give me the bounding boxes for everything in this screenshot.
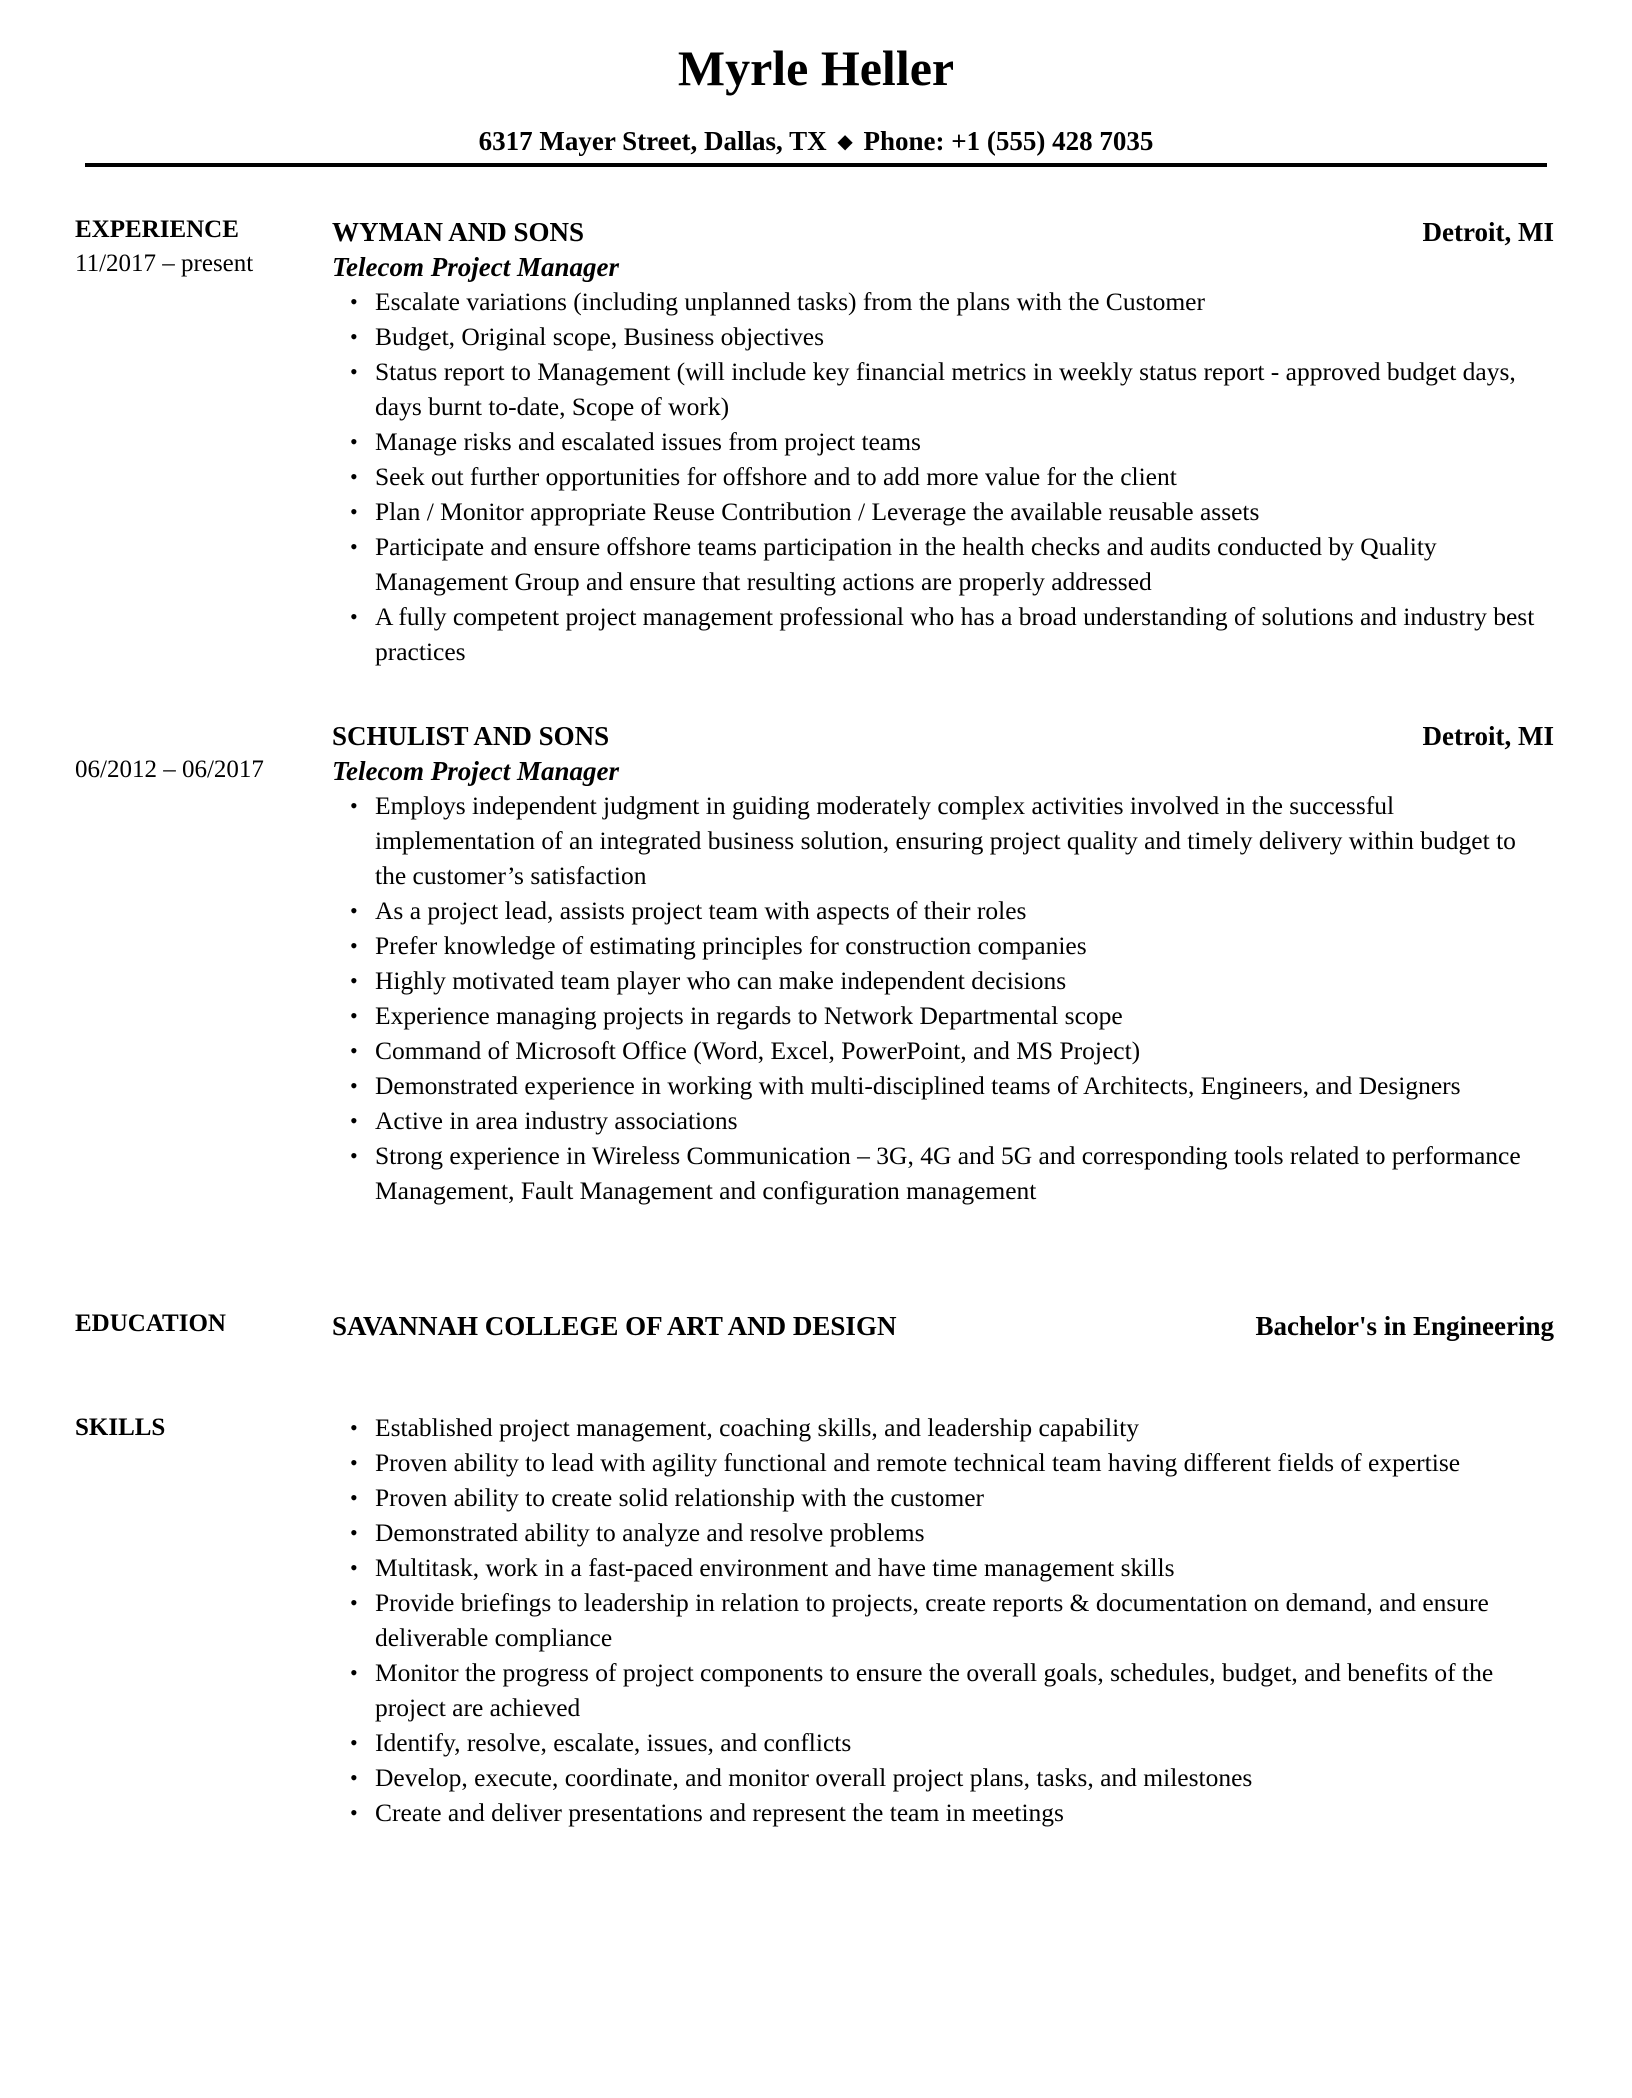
job-dates: 06/2012 – 06/2017 [75, 756, 264, 783]
list-item: • Proven ability to lead with agility functional and remote technical team having different fields of expertise [375, 1445, 1554, 1480]
skills-list [332, 1410, 1554, 1830]
school-name: SAVANNAH COLLEGE OF ART AND DESIGN [332, 1311, 897, 1341]
list-item: • Demonstrated ability to analyze and resolve problems [375, 1515, 1554, 1550]
skills-list-container [332, 1410, 1554, 1830]
job-entry [332, 214, 1554, 669]
job-title: Telecom Project Manager [332, 756, 619, 786]
list-item: • Experience managing projects in regards to Network Departmental scope [375, 998, 1554, 1033]
list-item: • Strong experience in Wireless Communication – 3G, 4G and 5G and corresponding tools related to performance Management, Fault Management and configuration management [375, 1138, 1554, 1208]
list-item: • Monitor the progress of project components to ensure the overall goals, schedules, budget, and benefits of the project are achieved [375, 1655, 1554, 1725]
job-location: Detroit, MI [1422, 217, 1554, 247]
section-label-education: EDUCATION [75, 1310, 226, 1337]
candidate-name: Myrle Heller [677, 40, 955, 96]
job-dates: 11/2017 – present [75, 250, 254, 277]
list-item: • Create and deliver presentations and represent the team in meetings [375, 1795, 1554, 1830]
job-location: Detroit, MI [1422, 721, 1554, 751]
list-item: • Demonstrated experience in working with multi-disciplined teams of Architects, Engineers, and Designers [375, 1068, 1554, 1103]
job-bullets [332, 284, 1554, 669]
list-item: • Manage risks and escalated issues from project teams [375, 424, 1554, 459]
list-item: • Develop, execute, coordinate, and monitor overall project plans, tasks, and milestones [375, 1760, 1554, 1795]
list-item: • Escalate variations (including unplanned tasks) from the plans with the Customer [375, 284, 1554, 319]
list-item: • Established project management, coaching skills, and leadership capability [375, 1410, 1554, 1445]
list-item: • Plan / Monitor appropriate Reuse Contribution / Leverage the available reusable assets [375, 494, 1554, 529]
section-label-experience: EXPERIENCE [75, 216, 239, 243]
list-item: • Highly motivated team player who can make independent decisions [375, 963, 1554, 998]
job-bullets [332, 788, 1554, 1208]
list-item: • Active in area industry associations [375, 1103, 1554, 1138]
header-divider [85, 163, 1547, 167]
list-item: • Seek out further opportunities for offshore and to add more value for the client [375, 459, 1554, 494]
education-entry [332, 1308, 1554, 1344]
list-item: • Budget, Original scope, Business objectives [375, 319, 1554, 354]
list-item: • A fully competent project management professional who has a broad understanding of solutions and industry best practices [375, 599, 1554, 669]
section-label-skills: SKILLS [75, 1414, 166, 1441]
contact-line [0, 124, 1632, 159]
company-name: SCHULIST AND SONS [332, 721, 610, 751]
list-item: • Provide briefings to leadership in relation to projects, create reports & documentation on demand, and ensure deliverable compliance [375, 1585, 1554, 1655]
job-title: Telecom Project Manager [332, 252, 619, 282]
list-item: • As a project lead, assists project team with aspects of their roles [375, 893, 1554, 928]
address: 6317 Mayer Street, Dallas, TX [478, 126, 827, 156]
list-item: • Identify, resolve, escalate, issues, and conflicts [375, 1725, 1554, 1760]
company-name: WYMAN AND SONS [332, 217, 585, 247]
list-item: • Employs independent judgment in guiding moderately complex activities involved in the successful implementation of an integrated business solution, ensuring project quality and timely delivery within budget to the customer’s satisfaction [375, 788, 1554, 893]
job-entry [332, 718, 1554, 1208]
list-item: • Multitask, work in a fast-paced environment and have time management skills [375, 1550, 1554, 1585]
list-item: • Status report to Management (will include key financial metrics in weekly status report - approved budget days, days burnt to-date, Scope of work) [375, 354, 1554, 424]
list-item: • Participate and ensure offshore teams participation in the health checks and audits conducted by Quality Management Group and ensure that resulting actions are properly addressed [375, 529, 1554, 599]
phone: Phone: +1 (555) 428 7035 [863, 126, 1154, 156]
diamond-separator-icon: ◆ [837, 131, 853, 153]
list-item: • Prefer knowledge of estimating principles for construction companies [375, 928, 1554, 963]
list-item: • Command of Microsoft Office (Word, Excel, PowerPoint, and MS Project) [375, 1033, 1554, 1068]
degree: Bachelor's in Engineering [1255, 1311, 1554, 1341]
list-item: • Proven ability to create solid relationship with the customer [375, 1480, 1554, 1515]
